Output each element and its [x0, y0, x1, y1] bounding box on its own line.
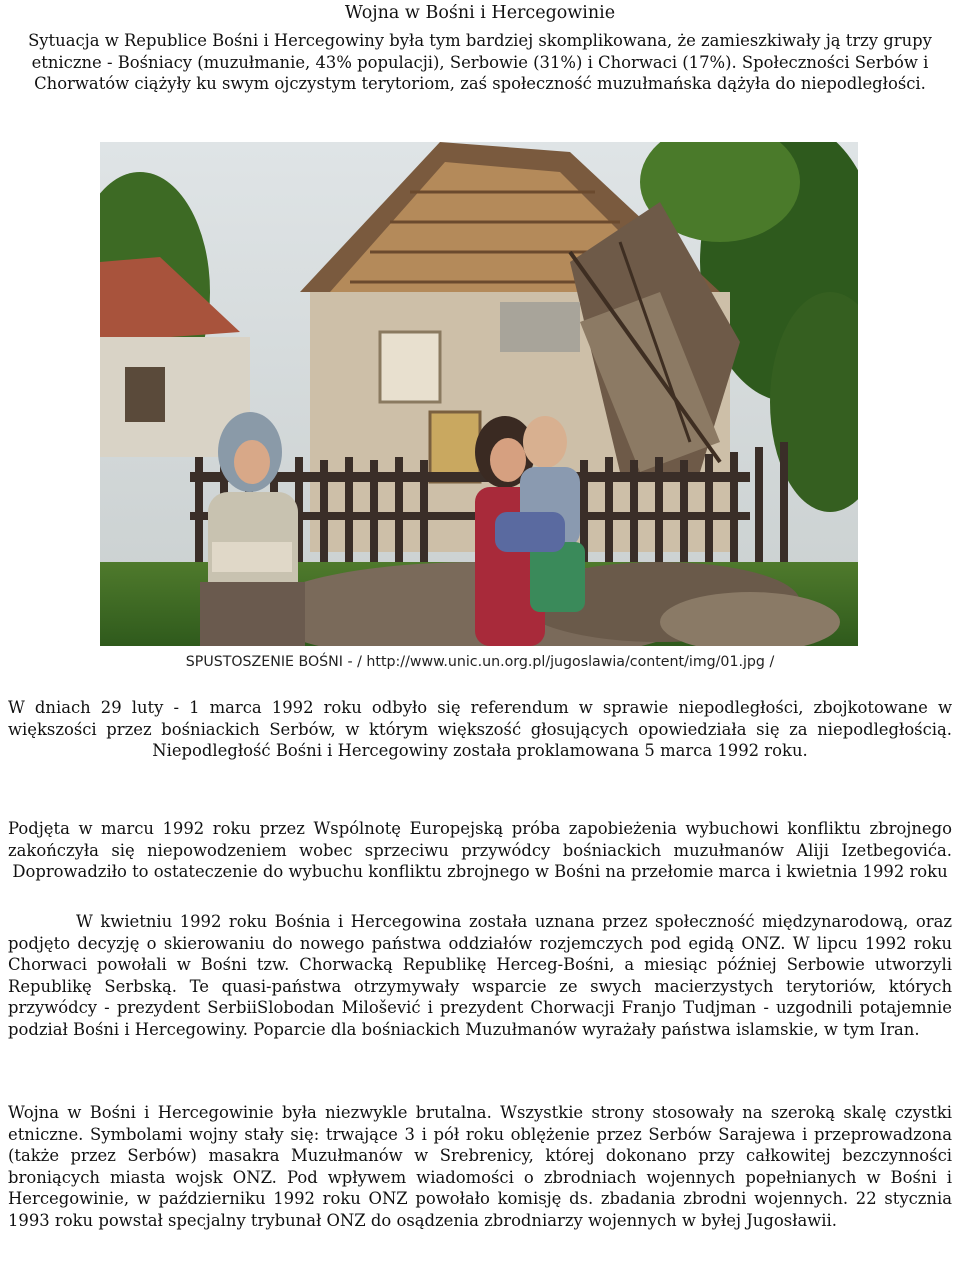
photo-destroyed-house	[100, 142, 858, 646]
document-title: Wojna w Bośni i Hercegowinie	[344, 3, 616, 23]
photo-illustration	[100, 142, 858, 646]
photo-caption: SPUSTOSZENIE BOŚNI - / http://www.unic.un.org.pl/jugoslawia/content/img/01.jpg /	[185, 654, 775, 670]
intro-paragraph: Sytuacja w Republice Bośni i Hercegowiny była tym bardziej skomplikowana, że zamieszkiwały ją trzy grupy etniczne - Bośniacy (muzułmanie, 43% populacji), Serbowie (31%) i Chorwaci (17%). Społeczności Serbów i Chorwatów ciążyły ku swym ojczystym terytoriom, zaś społeczność muzułmańska dążyła do niepodległości.	[28, 31, 932, 94]
referendum-paragraph: W dniach 29 luty - 1 marca 1992 roku odbyło się referendum w sprawie niepodległości, zbojkotowane w większości przez bośniackich Serbów, w którym większość głosujących opowiedziała się za niepodległością. Niepodległość Bośni i Hercegowiny została proklamowana 5 marca 1992 roku.	[8, 698, 952, 761]
european-community-paragraph: Podjęta w marcu 1992 roku przez Wspólnotę Europejską próba zapobieżenia wybuchowi konfliktu zbrojnego zakończyła się niepowodzeniem wobec sprzeciwu przywódcy bośniackich muzułmanów Aliji Izetbegovića. Doprowadziło to ostateczenie do wybuchu konfliktu zbrojnego w Bośni na przełomie marca i kwietnia 1992 roku	[8, 819, 952, 882]
war-brutality-paragraph: Wojna w Bośni i Hercegowinie była niezwykle brutalna. Wszystkie strony stosowały na szeroką skalę czystki etniczne. Symbolami wojny stały się: trwające 3 i pół roku oblężenie przez Serbów Sarajewa i przeprowadzona (także przez Serbów) masakra Muzułmanów w Srebrenicy, której dokonano przy całkowitej bezczynności broniących miasta wojsk ONZ. Pod wpływem wiadomości o zbrodniach wojennych popełnianych w Bośni i Hercegowinie, w październiku 1992 roku ONZ powołało komisję ds. zbadania zbrodni wojennych. 22 stycznia 1993 roku powstał specjalny trybunał ONZ do osądzenia zbrodniarzy wojennych w byłej Jugosławii.	[8, 1103, 952, 1230]
april-1992-paragraph: W kwietniu 1992 roku Bośnia i Hercegowina została uznana przez społeczność międzynarodową, oraz podjęto decyzję o skierowaniu do nowego państwa oddziałów rozjemczych pod egidą ONZ. W lipcu 1992 roku Chorwaci powołali w Bośni tzw. Chorwacką Republikę Herceg-Bośni, a miesiąc później Serbowie utworzyli Republikę Serbską. Te quasi-państwa otrzymywały wsparcie ze swych macierzystych terytoriów, których przywódcy - prezydent SerbiiSlobodan Milošević i prezydent Chorwacji Franjo Tudjman - uzgodnili potajemnie podział Bośni i Hercegowiny. Poparcie dla bośniackich Muzułmanów wyrażały państwa islamskie, w tym Iran.	[8, 912, 952, 1039]
